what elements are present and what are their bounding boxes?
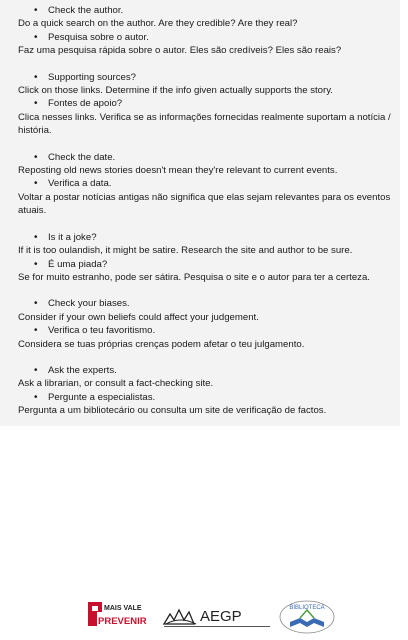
tip-body-pt: Voltar a postar notícias antigas não significa que elas sejam relevantes para os eventos atuais. bbox=[18, 191, 391, 217]
tip-body-pt: Pergunta a um bibliotecário ou consulta um site de verificação de factos. bbox=[18, 405, 327, 417]
tip-heading-pt: • É uma piada? bbox=[18, 258, 394, 271]
tip-heading-pt: • Fontes de apoio? bbox=[18, 97, 394, 110]
tip-heading-en: • Check the date. bbox=[18, 151, 394, 164]
tip-experts bbox=[18, 364, 394, 418]
tips-list bbox=[18, 4, 394, 431]
tip-heading-pt: • Verifica o teu favoritismo. bbox=[18, 324, 394, 337]
biblioteca-text: BIBLIOTECA bbox=[289, 605, 325, 611]
tip-body-en: Ask a librarian, or consult a fact-checking site. bbox=[18, 378, 214, 390]
tip-heading-en: • Check the author. bbox=[18, 4, 394, 17]
tip-body-en: Consider if your own beliefs could affect your judgement. bbox=[18, 311, 259, 323]
tip-body-en: Click on those links. Determine if the info given actually supports the story. bbox=[18, 85, 333, 97]
tip-heading-en: • Ask the experts. bbox=[18, 364, 394, 377]
tip-heading-pt: • Pergunte a especialistas. bbox=[18, 391, 394, 404]
tip-heading-pt: • Verifica a data. bbox=[18, 177, 394, 190]
tip-body-pt: Faz uma pesquisa rápida sobre o autor. Eles são credíveis? Eles são reais? bbox=[18, 45, 342, 57]
biblioteca-logo bbox=[278, 598, 336, 634]
tip-heading-en: • Is it a joke? bbox=[18, 231, 394, 244]
footer-logos bbox=[0, 598, 408, 638]
tip-joke bbox=[18, 231, 394, 285]
tip-body-en: Reposting old news stories doesn't mean they're relevant to current events. bbox=[18, 165, 338, 177]
tip-body-pt: Clica nesses links. Verifica se as informações fornecidas realmente suportam a notícia / história. bbox=[18, 111, 391, 137]
prevenir-top-text: MAIS VALE bbox=[104, 605, 142, 612]
tip-body-pt: Considera se tuas próprias crenças podem afetar o teu julgamento. bbox=[18, 338, 305, 350]
tip-biases bbox=[18, 297, 394, 351]
tip-check-author bbox=[18, 4, 394, 58]
tip-heading-en: • Check your biases. bbox=[18, 297, 394, 310]
mais-vale-prevenir-logo bbox=[88, 600, 150, 628]
tip-body-pt: Se for muito estranho, pode ser sátira. Pesquisa o site e o autor para ter a certeza. bbox=[18, 271, 370, 283]
prevenir-bottom-text: PREVENIR bbox=[98, 616, 147, 627]
tip-body-en: If it is too oulandish, it might be satire. Research the site and author to be sure. bbox=[18, 245, 353, 257]
tip-supporting-sources bbox=[18, 71, 394, 138]
tip-check-date bbox=[18, 151, 394, 218]
tip-heading-en: • Supporting sources? bbox=[18, 71, 394, 84]
aegp-text: AEGP bbox=[200, 608, 242, 625]
aegp-logo bbox=[162, 602, 274, 630]
tip-heading-pt: • Pesquisa sobre o autor. bbox=[18, 31, 394, 44]
tip-body-en: Do a quick search on the author. Are they credible? Are they real? bbox=[18, 18, 298, 30]
